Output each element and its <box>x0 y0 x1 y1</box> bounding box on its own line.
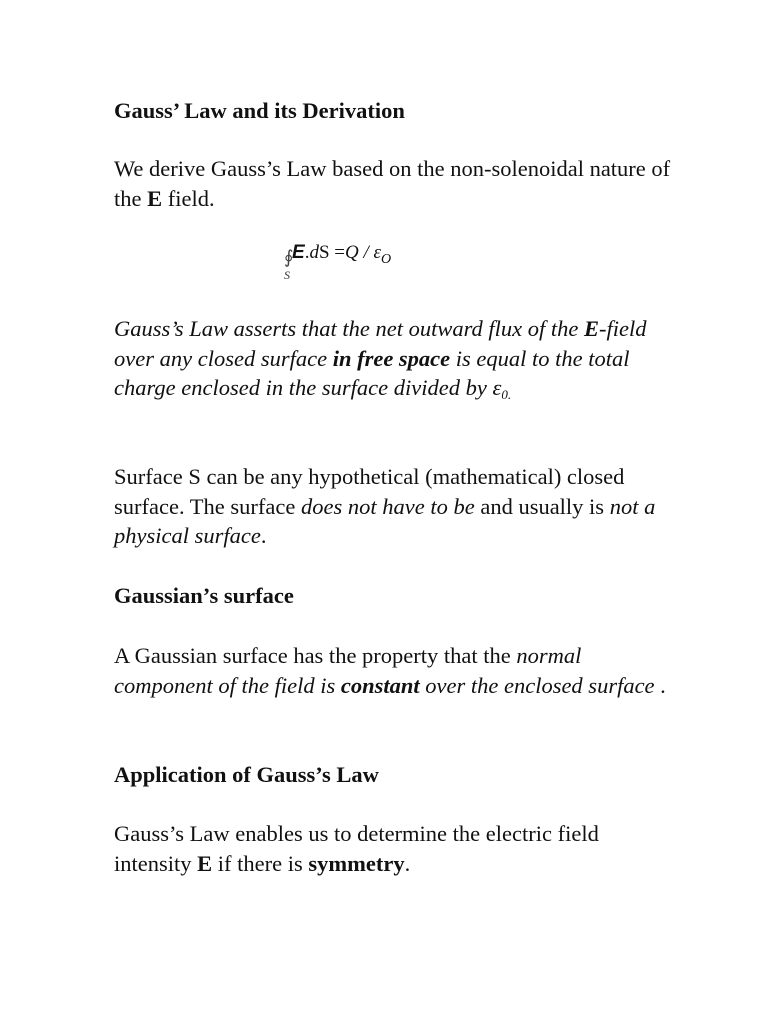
assertion-text-3: is equal to the total charge enclosed in the surface divided by <box>114 345 630 400</box>
assertion-bold-free-space: in free space <box>332 345 451 371</box>
intro-text-1: We derive Gauss’s Law based on the non-solenoidal nature of the <box>114 156 671 211</box>
equation-expression <box>292 241 391 272</box>
equation-vector-e: E <box>292 242 305 263</box>
application-text-2: if there is <box>212 850 309 876</box>
application-text-3: . <box>404 850 411 876</box>
application-bold-symmetry: symmetry <box>308 850 405 876</box>
section-heading-gauss-law-derivation: Gauss’ Law and its Derivation <box>114 98 405 123</box>
surface-paragraph <box>114 462 674 551</box>
assertion-epsilon: ε <box>492 375 502 400</box>
surface-text-1: Surface S can be any hypothetical (mathematical) closed surface. The surface <box>114 464 625 519</box>
intro-bold-e: E <box>147 185 163 211</box>
intro-text-2: field. <box>162 185 215 211</box>
intro-paragraph <box>114 154 674 213</box>
application-paragraph <box>114 819 674 878</box>
equation-rhs: Q / ε <box>344 242 381 263</box>
assertion-epsilon-subscript: 0. <box>501 387 512 402</box>
gaussian-italic-1: normal component of the field is <box>114 643 582 698</box>
surface-italic-2: not a physical surface <box>114 493 656 548</box>
application-text-1: Gauss’s Law enables us to determine the electric field intensity <box>114 821 599 876</box>
assertion-text-1: Gauss’s Law asserts that the net outward flux of the <box>114 316 585 341</box>
surface-text-2: and usually is <box>474 493 610 519</box>
gaussian-italic-2: over the enclosed surface <box>419 672 655 698</box>
contour-integral-symbol: ∮ <box>284 247 294 267</box>
assertion-bold-e: E <box>584 316 600 341</box>
equation-d: d <box>309 242 319 263</box>
surface-text-3: . <box>260 523 267 548</box>
surface-italic-1: does not have to be <box>300 493 475 519</box>
assertion-text-2: -field over any closed surface <box>114 316 647 371</box>
equation-dot: . <box>304 242 310 263</box>
equation-equals: = <box>329 242 345 263</box>
assertion-paragraph <box>114 314 674 410</box>
equation-rhs-subscript: O <box>380 252 392 267</box>
section-heading-application: Application of Gauss’s Law <box>114 762 379 787</box>
equation-surface: S <box>318 242 330 263</box>
gaussian-text-2: . <box>654 672 666 698</box>
gaussian-surface-paragraph <box>114 641 674 700</box>
gaussian-text-1: A Gaussian surface has the property that the <box>114 643 517 668</box>
contour-integral-subscript: S <box>284 268 290 282</box>
gauss-law-equation <box>284 241 454 281</box>
section-heading-gaussian-surface: Gaussian’s surface <box>114 583 294 608</box>
gaussian-bold-constant: constant <box>340 672 420 698</box>
application-bold-e: E <box>197 850 213 876</box>
